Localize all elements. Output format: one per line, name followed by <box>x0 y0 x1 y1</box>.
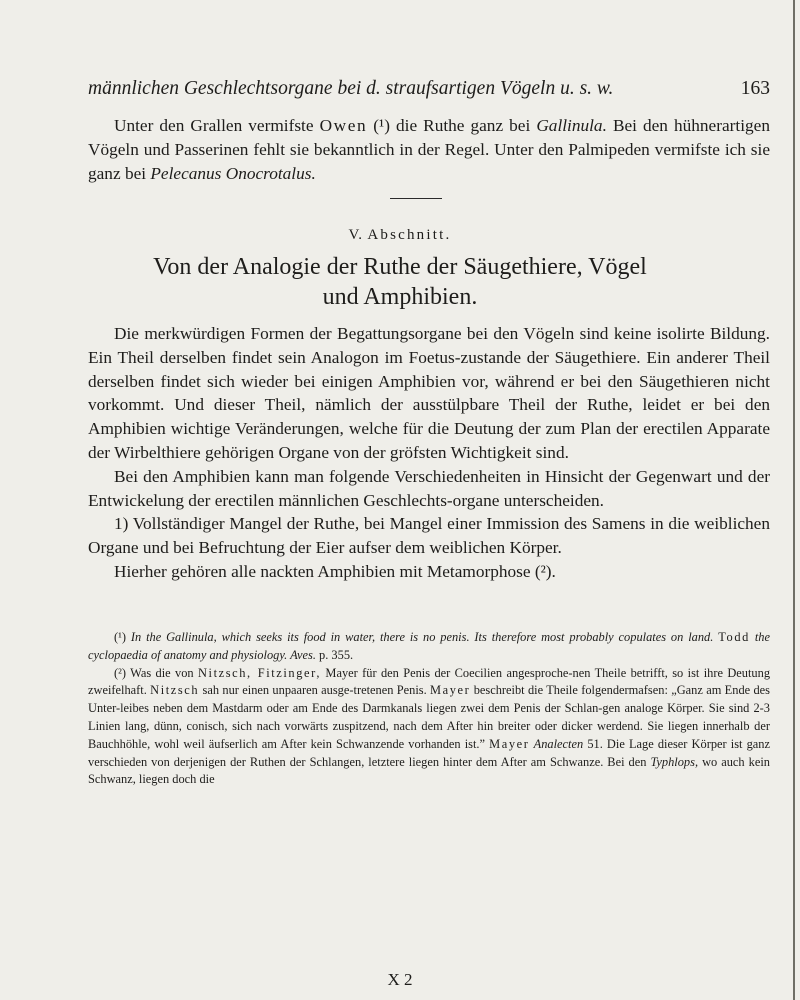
intro-text: Unter den Grallen vermifste <box>114 116 320 135</box>
page-ref: p. 355. <box>319 647 354 662</box>
divider-rule <box>390 198 442 199</box>
intro-paragraph <box>88 114 770 185</box>
footnote-text: sah nur einen unpaaren ausge-tretenen Penis. <box>199 683 431 698</box>
section-number: V. <box>348 227 363 243</box>
author-owen: Owen <box>319 116 368 135</box>
footnote-text: beschreibt die Theile folgendermafsen: „Ganz am Ende des Unter-leibes neben dem Mastdarm oder am Ende des Darmkanals liegen zwei dem Penis der Schlan-gen analoge Körper. Sie sind 2-3 Linien lang, dünn, conisch, sich nach vorwärts zuspitzend, nach dem After hin breiter oder dicker werdend. Sie liegen innerhalb der Bauchhöhle, wohl weil äufserlich am After kein Schwanzende vorhanden ist.” <box>88 683 770 751</box>
intro-text: (¹) die Ruthe ganz bei <box>367 116 537 135</box>
work-title: the cyclopaedia of anatomy and physiology. Aves. <box>88 630 770 662</box>
footnote-1-quote: In the Gallinula, which seeks its food in water, there is no penis. Its therefore most probably copulates on land. <box>130 630 714 644</box>
paragraph-hierher: Hierher gehören alle nackten Amphibien mit Metamorphose (²). <box>114 561 556 581</box>
running-title: männlichen Geschlechtsorgane bei d. straufsartigen Vögeln u. s. w. <box>88 78 614 99</box>
page-edge-line <box>793 0 795 1000</box>
section-title <box>0 252 800 312</box>
page-number: 163 <box>740 78 770 99</box>
taxon-typhlops: Typhlops, <box>650 754 699 769</box>
section-title-line-2: und Amphibien. <box>322 284 478 310</box>
footnote-text: 51. Die Lage dieser Körper ist ganz verschieden von derjenigen der Ruthen der Schlangen, letztere liegen hinter dem After am Schwanze. Bei den <box>88 736 770 769</box>
section-label <box>0 227 800 244</box>
author-mayer: Mayer <box>489 736 530 751</box>
signature-mark: X 2 <box>387 970 413 989</box>
footnote-text: Mayer für den Penis der Coecilien angesproche-nen Theile betrifft, so ist ihre Deutung zweifelhaft. <box>88 665 771 698</box>
footnote-2 <box>88 665 770 790</box>
paragraph-amphibien: Bei den Amphibien kann man folgende Verschiedenheiten in Hinsicht der Gegenwart und der Entwickelung der erectilen männlichen Geschlechts-organe unterscheiden. <box>88 466 770 510</box>
main-text <box>88 322 770 584</box>
footnotes <box>88 629 770 789</box>
footnote-1-mark: (¹) <box>114 630 126 644</box>
author-mayer: Mayer <box>430 683 471 698</box>
footnote-1 <box>88 629 770 665</box>
taxon-gallinula: Gallinula. <box>536 116 607 135</box>
author-nitzsch: Nitzsch <box>150 683 200 698</box>
author-todd: Todd <box>718 630 750 644</box>
paragraph-analogie: Die merkwürdigen Formen der Begattungsorgane bei den Vögeln sind keine isolirte Bildung. Ein Theil derselben findet sein Analogon im Foetus-zustande der Säugethiere. Ein anderer Theil derselben findet sich wieder bei einigen Amphibien vor, während er bei den Säugethieren nicht vorkommt. Und dieser Theil, nämlich der ausstülpbare Theil der Ruthe, leidet er bei den Amphibien wichtige Veränderungen, welche für die Deutung der zum Plan der erectilen Apparate der Wirbelthiere gehörigen Organe von der gröfsten Wichtigkeit sind. <box>88 324 770 462</box>
taxon-pelecanus: Pelecanus Onocrotalus. <box>150 163 316 183</box>
section-title-line-1: Von der Analogie der Ruthe der Säugethiere, Vögel <box>153 254 647 280</box>
running-header <box>88 78 770 100</box>
footnote-2-mark: (²) <box>114 665 126 680</box>
list-item-1: 1) Vollständiger Mangel der Ruthe, bei Mangel einer Immission des Samens in die weiblichen Organe und bei Befruchtung der Eier aufser dem weiblichen Körper. <box>88 514 770 558</box>
work-analecten: Analecten <box>533 736 584 751</box>
footnote-text: wo auch kein Schwanz, liegen doch die <box>88 754 770 787</box>
footnote-text: Was die von <box>130 665 198 680</box>
intro-text: Bei den hühnerartigen Vögeln und Passerinen fehlt sie bekanntlich in der Regel. Unter den Palmipeden vermifste ich sie ganz bei <box>88 116 770 183</box>
authors: Nitzsch, Fitzinger, <box>198 665 322 680</box>
section-word: Abschnitt. <box>367 227 452 243</box>
